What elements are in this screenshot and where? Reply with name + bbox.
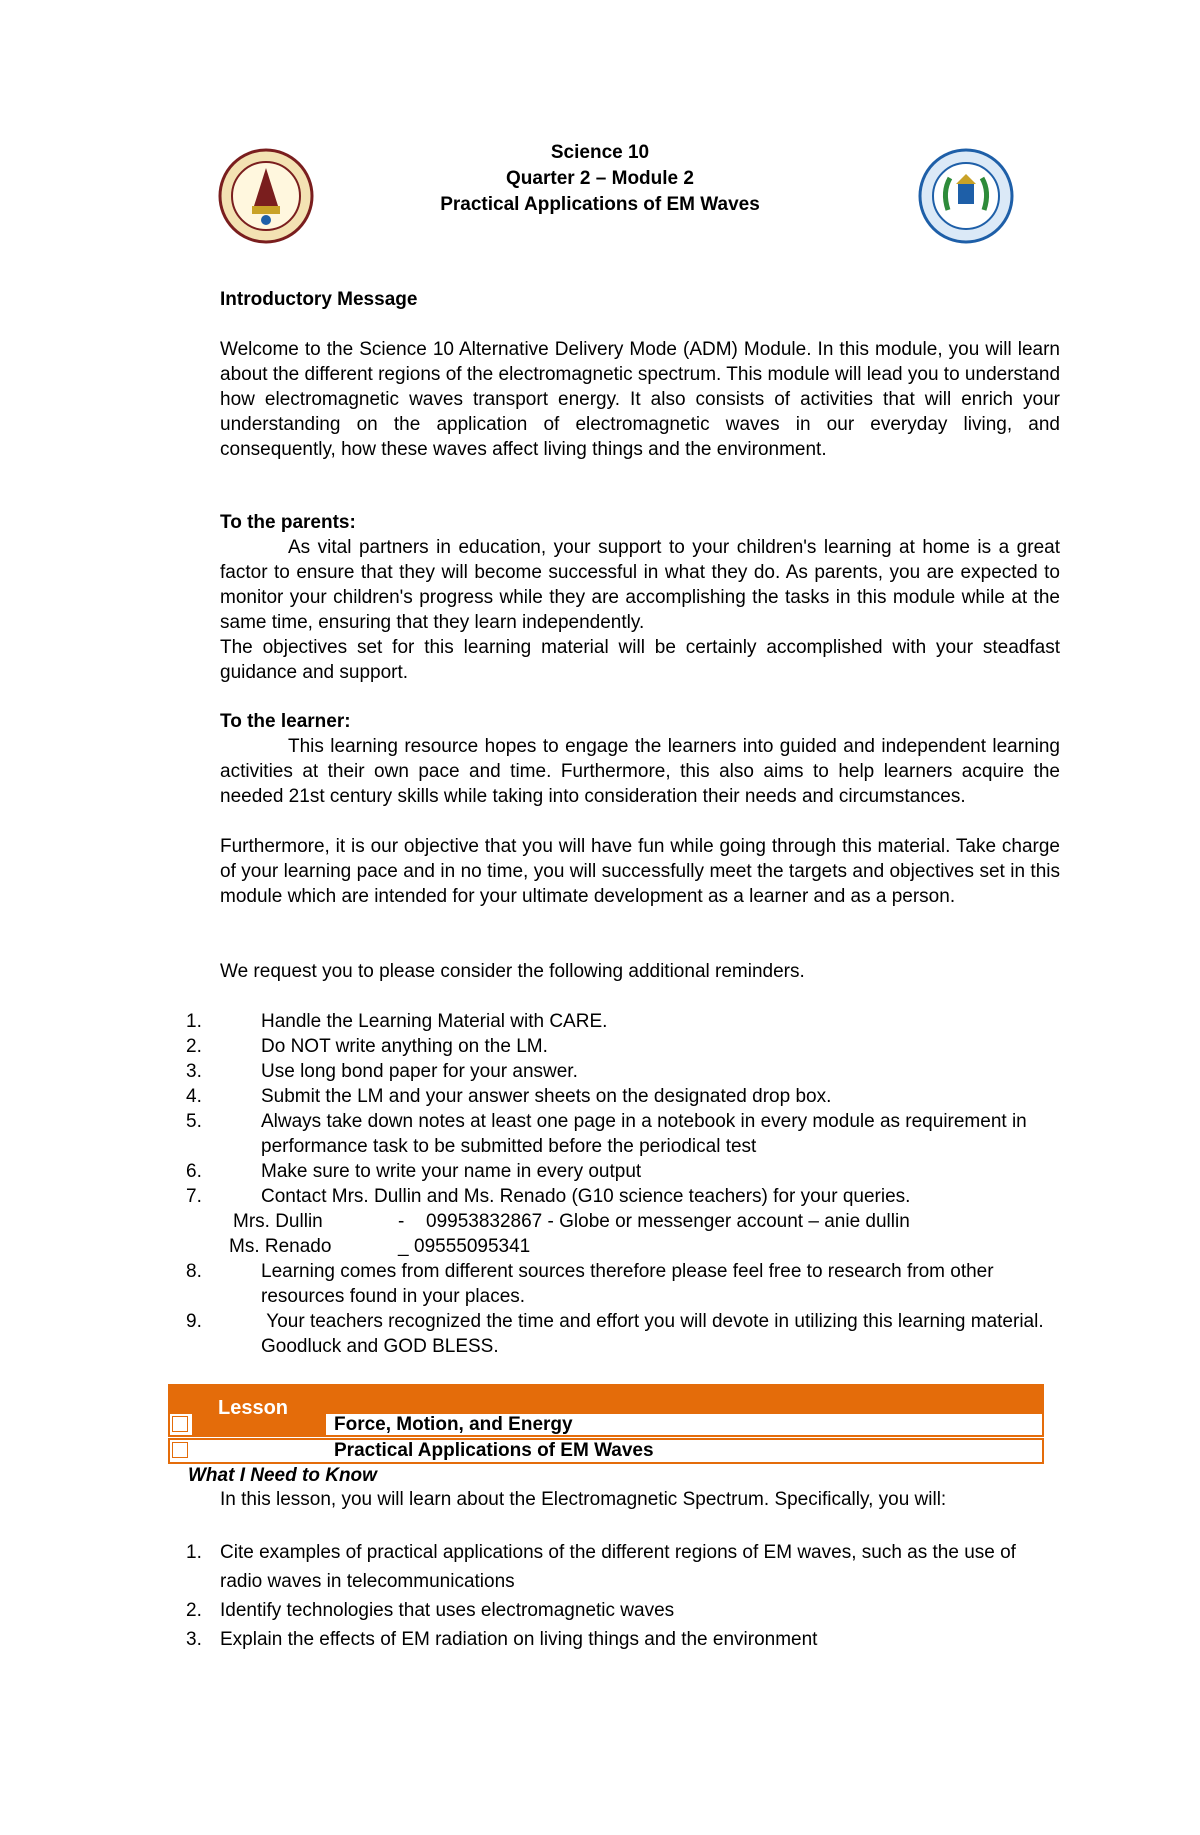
learner-paragraph-2: Furthermore, it is our objective that you will have fun while going through this material. Take charge of your learning pace and in no time, you will successfully meet the targets and objectives set in this module which are intended for your ultimate development as a learner and as a person. [220, 836, 1060, 907]
list-number: 2. [186, 1036, 202, 1057]
quarter-module: Quarter 2 – Module 2 [506, 168, 694, 189]
list-number: 9. [186, 1311, 202, 1332]
list-text: Do NOT write anything on the LM. [261, 1036, 548, 1057]
list-item [186, 1259, 1086, 1309]
contact-name: Mrs. Dullin [233, 1211, 323, 1232]
list-number: 6. [186, 1161, 202, 1182]
need-to-know-heading: What I Need to Know [188, 1465, 377, 1486]
list-item [186, 1009, 1086, 1034]
reminders-list [186, 1009, 1086, 1359]
module-title: Practical Applications of EM Waves [440, 194, 760, 215]
list-item [186, 1159, 1086, 1184]
reminders-request: We request you to please consider the following additional reminders. [220, 961, 805, 982]
list-item [186, 1184, 1086, 1209]
intro-heading: Introductory Message [220, 289, 418, 310]
parents-paragraph-2: The objectives set for this learning material will be certainly accomplished with your steadfast guidance and support. [220, 637, 1060, 683]
list-item [186, 1538, 1086, 1596]
subject-title: Science 10 [550, 142, 650, 163]
list-number: 1. [186, 1542, 202, 1563]
list-text: Submit the LM and your answer sheets on the designated drop box. [261, 1086, 832, 1107]
list-text: Explain the effects of EM radiation on living things and the environment [220, 1629, 818, 1650]
learner-paragraph: This learning resource hopes to engage the learners into guided and independent learning activities at their own pace and time. Furthermore, this also aims to help learners acquire the needed 21st century skills while taking into consideration their needs and circumstances. [220, 736, 1060, 807]
list-item [186, 1034, 1086, 1059]
contact-detail: 09555095341 [414, 1236, 531, 1257]
list-text: Identify technologies that uses electromagnetic waves [220, 1600, 675, 1621]
parents-heading: To the parents: [220, 512, 356, 533]
list-number: 3. [186, 1061, 202, 1082]
lesson-line-2: Practical Applications of EM Waves [334, 1440, 654, 1461]
contact-separator: _ [398, 1236, 409, 1257]
learner-heading: To the learner: [220, 711, 351, 732]
list-number: 3. [186, 1629, 202, 1650]
checkbox-icon [172, 1416, 188, 1432]
list-text: Cite examples of practical applications of the different regions of EM waves, such as the use of radio waves in telecommunications [220, 1542, 1016, 1592]
list-number: 4. [186, 1086, 202, 1107]
list-number: 1. [186, 1011, 202, 1032]
lesson-banner [168, 1384, 1044, 1468]
list-item [186, 1596, 1086, 1625]
list-text: Contact Mrs. Dullin and Ms. Renado (G10 science teachers) for your queries. [261, 1186, 911, 1207]
list-item [186, 1625, 1086, 1654]
list-number: 7. [186, 1186, 202, 1207]
list-text: Make sure to write your name in every output [261, 1161, 642, 1182]
list-text: Handle the Learning Material with CARE. [261, 1011, 608, 1032]
list-text: Always take down notes at least one page in a notebook in every module as requirement in performance task to be submitted before the periodical test [261, 1111, 1027, 1157]
lesson-line-1: Force, Motion, and Energy [334, 1414, 573, 1435]
list-text: Your teachers recognized the time and effort you will devote in utilizing this learning material. Goodluck and GOD BLESS. [261, 1311, 1049, 1357]
objectives-list [186, 1538, 1086, 1654]
lesson-label: Lesson [192, 1384, 326, 1436]
list-item [186, 1109, 1086, 1159]
list-text: Learning comes from different sources therefore please feel free to research from other resources found in your places. [261, 1261, 994, 1307]
list-number: 2. [186, 1600, 202, 1621]
contact-detail: 09953832867 - Globe or messenger account – anie dullin [426, 1211, 910, 1232]
contact-separator: - [398, 1211, 405, 1232]
parents-paragraph: As vital partners in education, your support to your children's learning at home is a great factor to ensure that they will become successful in what they do. As parents, you are expected to monitor your children's progress while they are accomplishing the tasks in this module while at the same time, ensuring that they learn independently. [220, 537, 1060, 633]
intro-paragraph: Welcome to the Science 10 Alternative Delivery Mode (ADM) Module. In this module, you will learn about the different regions of the electromagnetic spectrum. This module will lead you to understand how electromagnetic waves transport energy. It also consists of activities that will enrich your understanding on the application of electromagnetic waves in our everyday living, and consequently, how these waves affect living things and the environment. [220, 339, 1061, 460]
contact-row [186, 1234, 1086, 1259]
checkbox-icon [172, 1442, 188, 1458]
list-text: Use long bond paper for your answer. [261, 1061, 578, 1082]
need-to-know-intro: In this lesson, you will learn about the Electromagnetic Spectrum. Specifically, you will: [220, 1489, 947, 1510]
list-item [186, 1084, 1086, 1109]
list-item [186, 1309, 1086, 1359]
list-number: 8. [186, 1261, 202, 1282]
list-number: 5. [186, 1111, 202, 1132]
contact-name: Ms. Renado [229, 1236, 332, 1257]
contact-row [186, 1209, 1086, 1234]
module-title-block [0, 140, 1200, 218]
list-item [186, 1059, 1086, 1084]
